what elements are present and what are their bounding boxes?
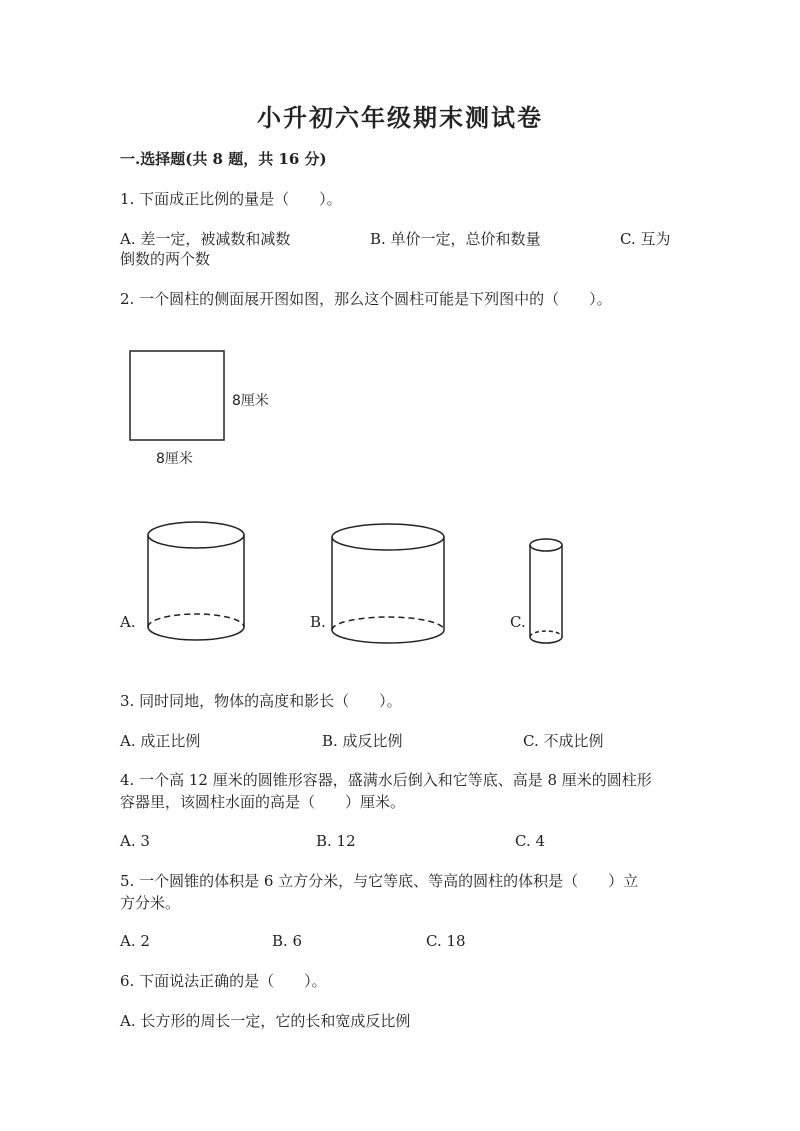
q5-option-c: C. 18 bbox=[426, 932, 466, 950]
q3-option-c: C. 不成比例 bbox=[523, 732, 604, 750]
q2-option-a: A. bbox=[120, 613, 136, 631]
q5-option-b: B. 6 bbox=[272, 932, 303, 950]
question-5-line-2: 方分米。 bbox=[120, 894, 181, 912]
q1-option-c: C. 互为 bbox=[620, 230, 671, 248]
question-3: 3. 同时同地，物体的高度和影长（ ）。 bbox=[120, 692, 402, 710]
square-bottom-label: 8厘米 bbox=[156, 451, 193, 467]
q2-option-c: C. bbox=[510, 613, 526, 631]
q4-option-c: C. 4 bbox=[515, 832, 546, 850]
q5-option-a: A. 2 bbox=[120, 932, 150, 950]
page-title: 小升初六年级期末测试卷 bbox=[257, 103, 543, 132]
question-4-line-1: 4. 一个高 12 厘米的圆锥形容器，盛满水后倒入和它等底、高是 8 厘米的圆柱形 bbox=[120, 771, 652, 789]
question-1: 1. 下面成正比例的量是（ ）。 bbox=[120, 190, 342, 208]
q1-option-a: A. 差一定，被减数和减数 bbox=[120, 230, 291, 248]
question-2: 2. 一个圆柱的侧面展开图如图，那么这个圆柱可能是下列图中的（ ）。 bbox=[120, 290, 612, 308]
q6-option-a: A. 长方形的周长一定，它的长和宽成反比例 bbox=[120, 1012, 411, 1030]
cylinder-b bbox=[332, 524, 444, 643]
q3-option-a: A. 成正比例 bbox=[120, 732, 201, 750]
question-4-line-2: 容器里，该圆柱水面的高是（ ）厘米。 bbox=[120, 793, 406, 811]
q3-option-b: B. 成反比例 bbox=[322, 732, 403, 750]
q1-option-b: B. 单价一定，总价和数量 bbox=[370, 230, 541, 248]
section-heading: 一.选择题(共 8 题，共 16 分) bbox=[120, 150, 327, 168]
q4-option-b: B. 12 bbox=[316, 832, 356, 850]
q2-option-b: B. bbox=[310, 613, 326, 631]
q4-option-a: A. 3 bbox=[120, 832, 150, 850]
cylinder-a bbox=[148, 522, 244, 640]
question-6: 6. 下面说法正确的是（ ）。 bbox=[120, 972, 327, 990]
question-5-line-1: 5. 一个圆锥的体积是 6 立方分米，与它等底、等高的圆柱的体积是（ ）立 bbox=[120, 872, 639, 890]
q1-option-c-continuation: 倒数的两个数 bbox=[120, 250, 211, 268]
cylinder-c bbox=[530, 539, 562, 643]
square-side-label: 8厘米 bbox=[232, 393, 269, 409]
